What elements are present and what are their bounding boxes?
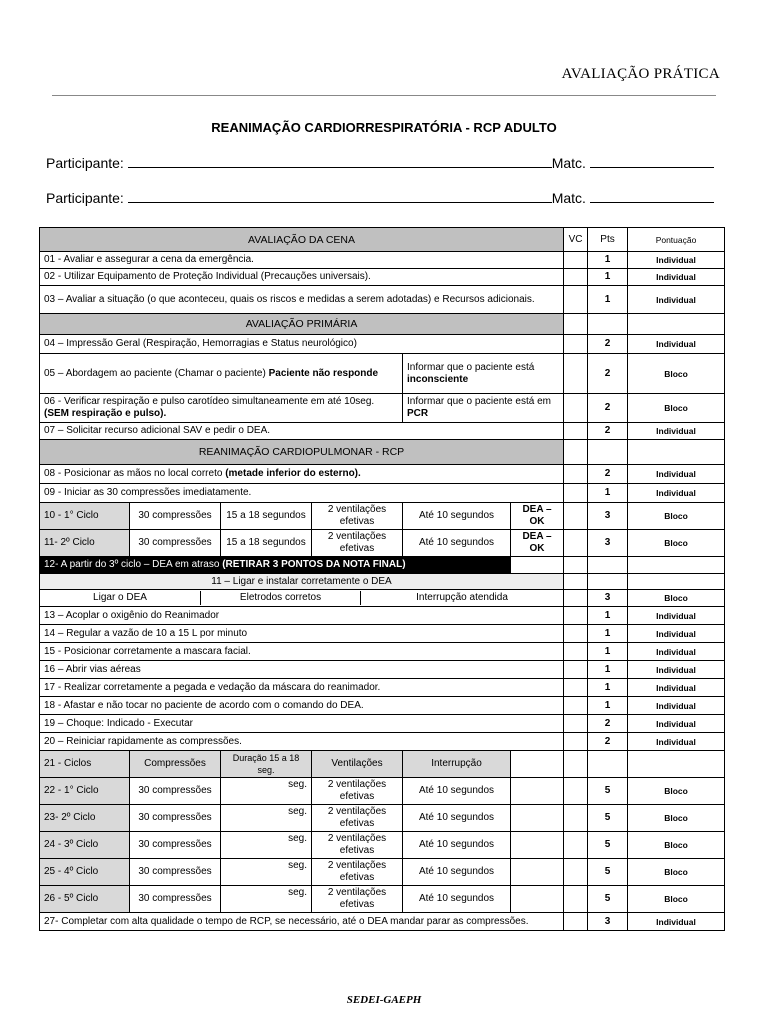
vc-cell[interactable] [564, 625, 588, 643]
pontuacao-cell: Individual [628, 679, 725, 697]
interruption-cell: Até 10 segundos [403, 886, 511, 913]
pts-cell: 5 [588, 805, 628, 832]
vc-cell[interactable] [564, 607, 588, 625]
row-text: 17 - Realizar corretamente a pegada e vedação da máscara do reanimador. [40, 679, 564, 697]
pts-cell: 3 [588, 913, 628, 931]
table-row [40, 354, 725, 394]
pts-cell: 1 [588, 643, 628, 661]
cycle-label: 26 - 5º Ciclo [40, 886, 130, 913]
col-vc: VC [564, 228, 588, 252]
row-info: Informar que o paciente está inconsciente [403, 354, 564, 394]
pontuacao-cell: Individual [628, 484, 725, 503]
warning-row [40, 557, 725, 574]
pts-cell: 2 [588, 465, 628, 484]
duration-cell[interactable]: seg. [221, 859, 312, 886]
table-row [40, 679, 725, 697]
participant-row-2 [46, 190, 714, 206]
vc-cell[interactable] [564, 286, 588, 314]
vc-cell[interactable] [564, 423, 588, 440]
pts-cell: 1 [588, 679, 628, 697]
cycles-label: 21 - Ciclos [40, 751, 130, 778]
pts-cell: 2 [588, 423, 628, 440]
pontuacao-cell: Bloco [628, 590, 725, 607]
pts-cell: 3 [588, 530, 628, 557]
pontuacao-cell: Individual [628, 607, 725, 625]
vc-cell[interactable] [564, 913, 588, 931]
matc-field[interactable] [590, 155, 714, 168]
cycle-row [40, 886, 725, 913]
pts-cell: 5 [588, 859, 628, 886]
pts-cell: 2 [588, 354, 628, 394]
warning-text: 12- A partir do 3º ciclo – DEA em atraso (RETIRAR 3 PONTOS DA NOTA FINAL) [40, 557, 511, 574]
duration-cell: 15 a 18 segundos [221, 503, 312, 530]
participant-name-field[interactable] [128, 155, 552, 168]
participant-label: Participante: [46, 190, 124, 206]
matc-label: Matc. [551, 190, 586, 206]
pts-cell: 1 [588, 484, 628, 503]
row-text: 02 - Utilizar Equipamento de Proteção Individual (Precauções universais). [40, 269, 564, 286]
duration-cell[interactable]: seg. [221, 832, 312, 859]
footer-text: SEDEI-GAEPH [346, 994, 422, 1006]
row-text: 07 – Solicitar recurso adicional SAV e pedir o DEA. [40, 423, 564, 440]
cycle-row [40, 530, 725, 557]
dea-sub-item: Interrupção atendida [416, 592, 508, 603]
cycle-label: 24 - 3º Ciclo [40, 832, 130, 859]
table-row [40, 625, 725, 643]
cycle-row [40, 503, 725, 530]
row-text: 19 – Choque: Indicado - Executar [40, 715, 564, 733]
section-header-row [40, 314, 725, 335]
pts-cell: 3 [588, 503, 628, 530]
matc-label: Matc. [551, 155, 586, 171]
vc-cell[interactable] [564, 733, 588, 751]
row-text: 16 – Abrir vias aéreas [40, 661, 564, 679]
section-title: AVALIAÇÃO DA CENA [40, 228, 564, 252]
ventilation-cell: 2 ventilações efetivas [312, 832, 403, 859]
interruption-cell: Até 10 segundos [403, 503, 511, 530]
pts-cell: 1 [588, 697, 628, 715]
row-text: 15 - Posicionar corretamente a mascara facial. [40, 643, 564, 661]
table-row [40, 733, 725, 751]
cycle-row [40, 805, 725, 832]
compressions-cell: 30 compressões [130, 530, 221, 557]
row-text: 06 - Verificar respiração e pulso carotídeo simultaneamente em até 10seg. (SEM respiração e pulso). [40, 394, 403, 423]
vc-cell[interactable] [564, 805, 588, 832]
table-row [40, 661, 725, 679]
row-text: 18 - Afastar e não tocar no paciente de acordo com o comando do DEA. [40, 697, 564, 715]
col-pontuacao: Pontuação [628, 228, 725, 252]
dea-sub-item: Eletrodos corretos [201, 591, 361, 605]
cycle-label: 22 - 1° Ciclo [40, 778, 130, 805]
row-text: 13 – Acoplar o oxigênio do Reanimador [40, 607, 564, 625]
pts-cell: 1 [588, 625, 628, 643]
row-text: 20 – Reiniciar rapidamente as compressões. [40, 733, 564, 751]
pts-cell: 5 [588, 832, 628, 859]
pts-cell: 1 [588, 269, 628, 286]
col-pts: Pts [588, 228, 628, 252]
row-text-bold: (metade inferior do esterno). [225, 468, 361, 479]
compressions-cell: 30 compressões [130, 859, 221, 886]
table-row [40, 465, 725, 484]
cycle-row [40, 832, 725, 859]
pontuacao-cell: Individual [628, 715, 725, 733]
col-ventilations: Ventilações [312, 751, 403, 778]
ventilation-cell: 2 ventilações efetivas [312, 805, 403, 832]
participant-row-1 [46, 155, 714, 171]
participant-label: Participante: [46, 155, 124, 171]
pontuacao-cell: Individual [628, 697, 725, 715]
table-row [40, 423, 725, 440]
pontuacao-cell: Bloco [628, 530, 725, 557]
pts-cell: 2 [588, 715, 628, 733]
duration-cell[interactable]: seg. [221, 778, 312, 805]
matc-field[interactable] [590, 190, 714, 203]
pts-cell: 5 [588, 886, 628, 913]
cycle-label: 11- 2º Ciclo [40, 530, 130, 557]
header-divider [52, 95, 716, 96]
duration-cell[interactable]: seg. [221, 805, 312, 832]
pts-cell: 1 [588, 661, 628, 679]
pontuacao-cell: Bloco [628, 503, 725, 530]
row-text-bold: (SEM respiração e pulso). [44, 408, 167, 419]
vc-cell[interactable] [564, 530, 588, 557]
pts-cell: 5 [588, 778, 628, 805]
pontuacao-cell: Bloco [628, 832, 725, 859]
pontuacao-cell: Individual [628, 625, 725, 643]
compressions-cell: 30 compressões [130, 832, 221, 859]
cycle-row [40, 778, 725, 805]
compressions-cell: 30 compressões [130, 886, 221, 913]
col-compressions: Compressões [130, 751, 221, 778]
pontuacao-cell: Bloco [628, 805, 725, 832]
compressions-cell: 30 compressões [130, 778, 221, 805]
vc-cell[interactable] [564, 679, 588, 697]
compressions-cell: 30 compressões [130, 503, 221, 530]
row-text: 11 – Ligar e instalar corretamente o DEA [40, 574, 564, 590]
section-title: AVALIAÇÃO PRIMÁRIA [40, 314, 564, 335]
cycle-row [40, 859, 725, 886]
pts-cell: 2 [588, 394, 628, 423]
row-text: 09 - Iniciar as 30 compressões imediatamente. [40, 484, 564, 503]
interruption-cell: Até 10 segundos [403, 805, 511, 832]
document-title: REANIMAÇÃO CARDIORRESPIRATÓRIA - RCP ADULTO [211, 120, 557, 135]
col-interruption: Interrupção [403, 751, 511, 778]
vc-cell[interactable] [564, 778, 588, 805]
pontuacao-cell: Individual [628, 252, 725, 269]
ventilation-cell: 2 ventilações efetivas [312, 859, 403, 886]
vc-cell[interactable] [564, 643, 588, 661]
interruption-cell: Até 10 segundos [403, 530, 511, 557]
vc-cell[interactable] [564, 661, 588, 679]
dea-cell: DEA – OK [511, 503, 564, 530]
dea-sub-item: Ligar o DEA [40, 591, 201, 605]
vc-cell[interactable] [564, 697, 588, 715]
ventilation-cell: 2 ventilações efetivas [312, 778, 403, 805]
pontuacao-cell: Individual [628, 335, 725, 354]
dea-cell: DEA – OK [511, 530, 564, 557]
vc-cell[interactable] [564, 886, 588, 913]
pts-cell: 1 [588, 252, 628, 269]
row-text: 01 - Avaliar e assegurar a cena da emergência. [40, 252, 564, 269]
pontuacao-cell: Bloco [628, 778, 725, 805]
pontuacao-cell: Individual [628, 643, 725, 661]
table-row [40, 607, 725, 625]
row-text: 03 – Avaliar a situação (o que aconteceu, quais os riscos e medidas a serem adotadas) e Recursos adicionais. [40, 286, 564, 314]
cycle-label: 23- 2º Ciclo [40, 805, 130, 832]
pontuacao-cell: Individual [628, 286, 725, 314]
duration-cell: 15 a 18 segundos [221, 530, 312, 557]
pontuacao-cell: Individual [628, 269, 725, 286]
table-row [40, 286, 725, 314]
table-row [40, 590, 725, 607]
vc-cell[interactable] [564, 354, 588, 394]
row-text: 05 – Abordagem ao paciente (Chamar o paciente) Paciente não responde [40, 354, 403, 394]
table-row [40, 715, 725, 733]
cycle-label: 25 - 4º Ciclo [40, 859, 130, 886]
section-header-row [40, 228, 725, 252]
pts-cell: 2 [588, 733, 628, 751]
participant-name-field[interactable] [128, 190, 552, 203]
row-text-bold: Paciente não responde [268, 367, 379, 379]
pontuacao-cell: Bloco [628, 859, 725, 886]
vc-cell[interactable] [564, 335, 588, 354]
pts-cell: 1 [588, 607, 628, 625]
row-text: 27- Completar com alta qualidade o tempo de RCP, se necessário, até o DEA mandar parar as compressões. [40, 913, 564, 931]
evaluation-table [39, 227, 725, 931]
vc-cell[interactable] [564, 269, 588, 286]
row-text: 08 - Posicionar as mãos no local correto (metade inferior do esterno). [40, 465, 564, 484]
vc-cell[interactable] [564, 252, 588, 269]
header-title: AVALIAÇÃO PRÁTICA [561, 66, 720, 82]
vc-cell[interactable] [564, 465, 588, 484]
pontuacao-cell: Individual [628, 661, 725, 679]
pontuacao-cell: Bloco [628, 394, 725, 423]
interruption-cell: Até 10 segundos [403, 859, 511, 886]
pontuacao-cell: Bloco [628, 886, 725, 913]
section-header-row [40, 440, 725, 465]
vc-cell[interactable] [564, 484, 588, 503]
pontuacao-cell: Individual [628, 913, 725, 931]
ventilation-cell: 2 ventilações efetivas [312, 886, 403, 913]
pontuacao-cell: Individual [628, 733, 725, 751]
compressions-cell: 30 compressões [130, 805, 221, 832]
ventilation-cell: 2 ventilações efetivas [312, 503, 403, 530]
ventilation-cell: 2 ventilações efetivas [312, 530, 403, 557]
pts-cell: 2 [588, 335, 628, 354]
col-duration: Duração 15 a 18 seg. [221, 751, 312, 778]
vc-cell[interactable] [564, 715, 588, 733]
cycles-header-row [40, 751, 725, 778]
cycle-label: 10 - 1° Ciclo [40, 503, 130, 530]
table-row [40, 252, 725, 269]
pontuacao-cell: Bloco [628, 354, 725, 394]
pts-cell: 1 [588, 286, 628, 314]
row-text: 14 – Regular a vazão de 10 a 15 L por minuto [40, 625, 564, 643]
vc-cell[interactable] [564, 832, 588, 859]
section-title: REANIMAÇÃO CARDIOPULMONAR - RCP [40, 440, 564, 465]
pts-cell: 3 [588, 590, 628, 607]
table-row [40, 913, 725, 931]
vc-cell[interactable] [564, 394, 588, 423]
pontuacao-cell: Individual [628, 465, 725, 484]
interruption-cell: Até 10 segundos [403, 832, 511, 859]
vc-cell[interactable] [564, 859, 588, 886]
table-row [40, 643, 725, 661]
row-info: Informar que o paciente está em PCR [403, 394, 564, 423]
table-row [40, 574, 725, 590]
pontuacao-cell: Individual [628, 423, 725, 440]
interruption-cell: Até 10 segundos [403, 778, 511, 805]
table-row [40, 269, 725, 286]
table-row [40, 697, 725, 715]
duration-cell[interactable]: seg. [221, 886, 312, 913]
vc-cell[interactable] [564, 590, 588, 607]
table-row [40, 394, 725, 423]
vc-cell[interactable] [564, 503, 588, 530]
row-text: 04 – Impressão Geral (Respiração, Hemorragias e Status neurológico) [40, 335, 564, 354]
table-row [40, 335, 725, 354]
table-row [40, 484, 725, 503]
